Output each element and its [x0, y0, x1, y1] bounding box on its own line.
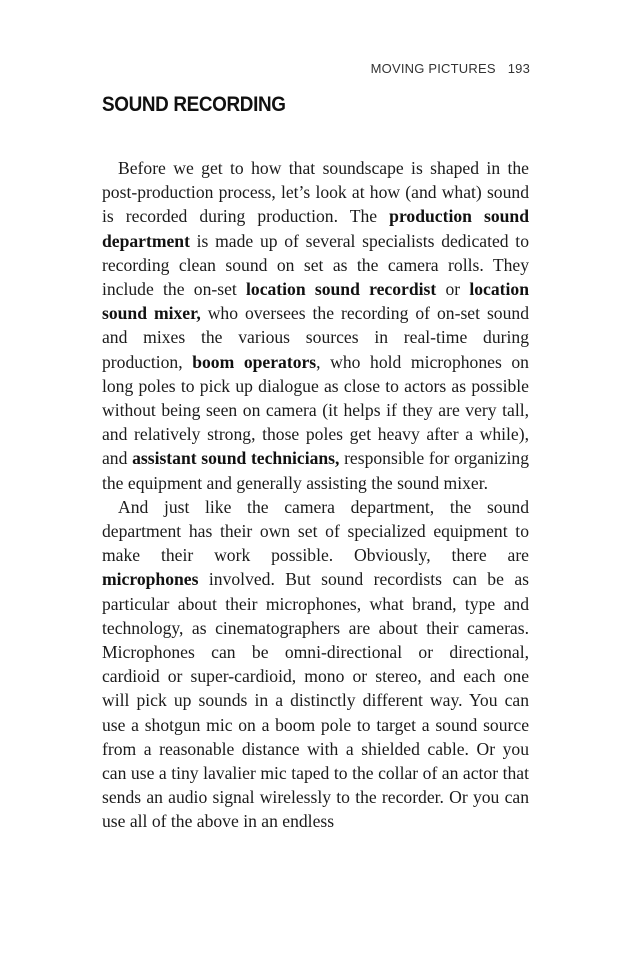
text-run: And just like the camera department, the sound department has their own set of specialized equipment to make their work possible. Obviously, there are	[102, 496, 529, 566]
paragraph-2	[102, 495, 529, 834]
text-run: , who hold microphones on long poles to pick up dialogue as close to actors as possible without being seen on camera (it helps if they are very tall, and relatively strong, those poles get heavy after a while), and	[102, 351, 529, 469]
text-run: involved. But sound recordists can be as particular about their microphones, what brand, type and technology, as cinematographers are about their cameras. Microphones can be omni-directional or directional, cardioid or super-cardioid, mono or stereo, and each one will pick up sounds in a distinctly different way. You can use a shotgun mic on a boom pole to target a sound source from a reasonable distance with a shielded cable. Or you can use a tiny lavalier mic taped to the collar of an actor that sends an audio signal wirelessly to the recorder. Or you can use all of the above in an endless	[102, 569, 529, 832]
text-run: who oversees the recording of on-set sound and mixes the various sources in real-time during production,	[102, 303, 529, 372]
paragraph-1	[102, 156, 529, 495]
text-run: Before we get to how that soundscape is shaped in the post-production process, let’s look at how (and what) sound is recorded during production. The	[102, 158, 529, 227]
key-term-location-sound-recordist: location sound recordist	[246, 279, 437, 300]
key-term-production-sound-department: production sound department	[102, 206, 529, 251]
page-number: 193	[507, 61, 530, 76]
key-term-assistant-sound-technicians: assistant sound technicians,	[132, 448, 340, 469]
key-term-boom-operators: boom operators	[192, 351, 317, 372]
section-title: SOUND RECORDING	[102, 93, 286, 116]
text-run: responsible for organizing the equipment and generally assisting the sound mixer.	[102, 448, 529, 493]
running-head-title: MOVING PICTURES	[370, 61, 496, 76]
text-run: or	[436, 279, 470, 300]
running-head	[371, 61, 530, 76]
body-text	[102, 156, 529, 834]
text-run: is made up of several specialists dedicated to recording clean sound on set as the camera rolls. They include the on-set	[102, 230, 529, 300]
key-term-microphones: microphones	[102, 569, 199, 590]
key-term-location-sound-mixer: location sound mixer,	[102, 279, 529, 324]
